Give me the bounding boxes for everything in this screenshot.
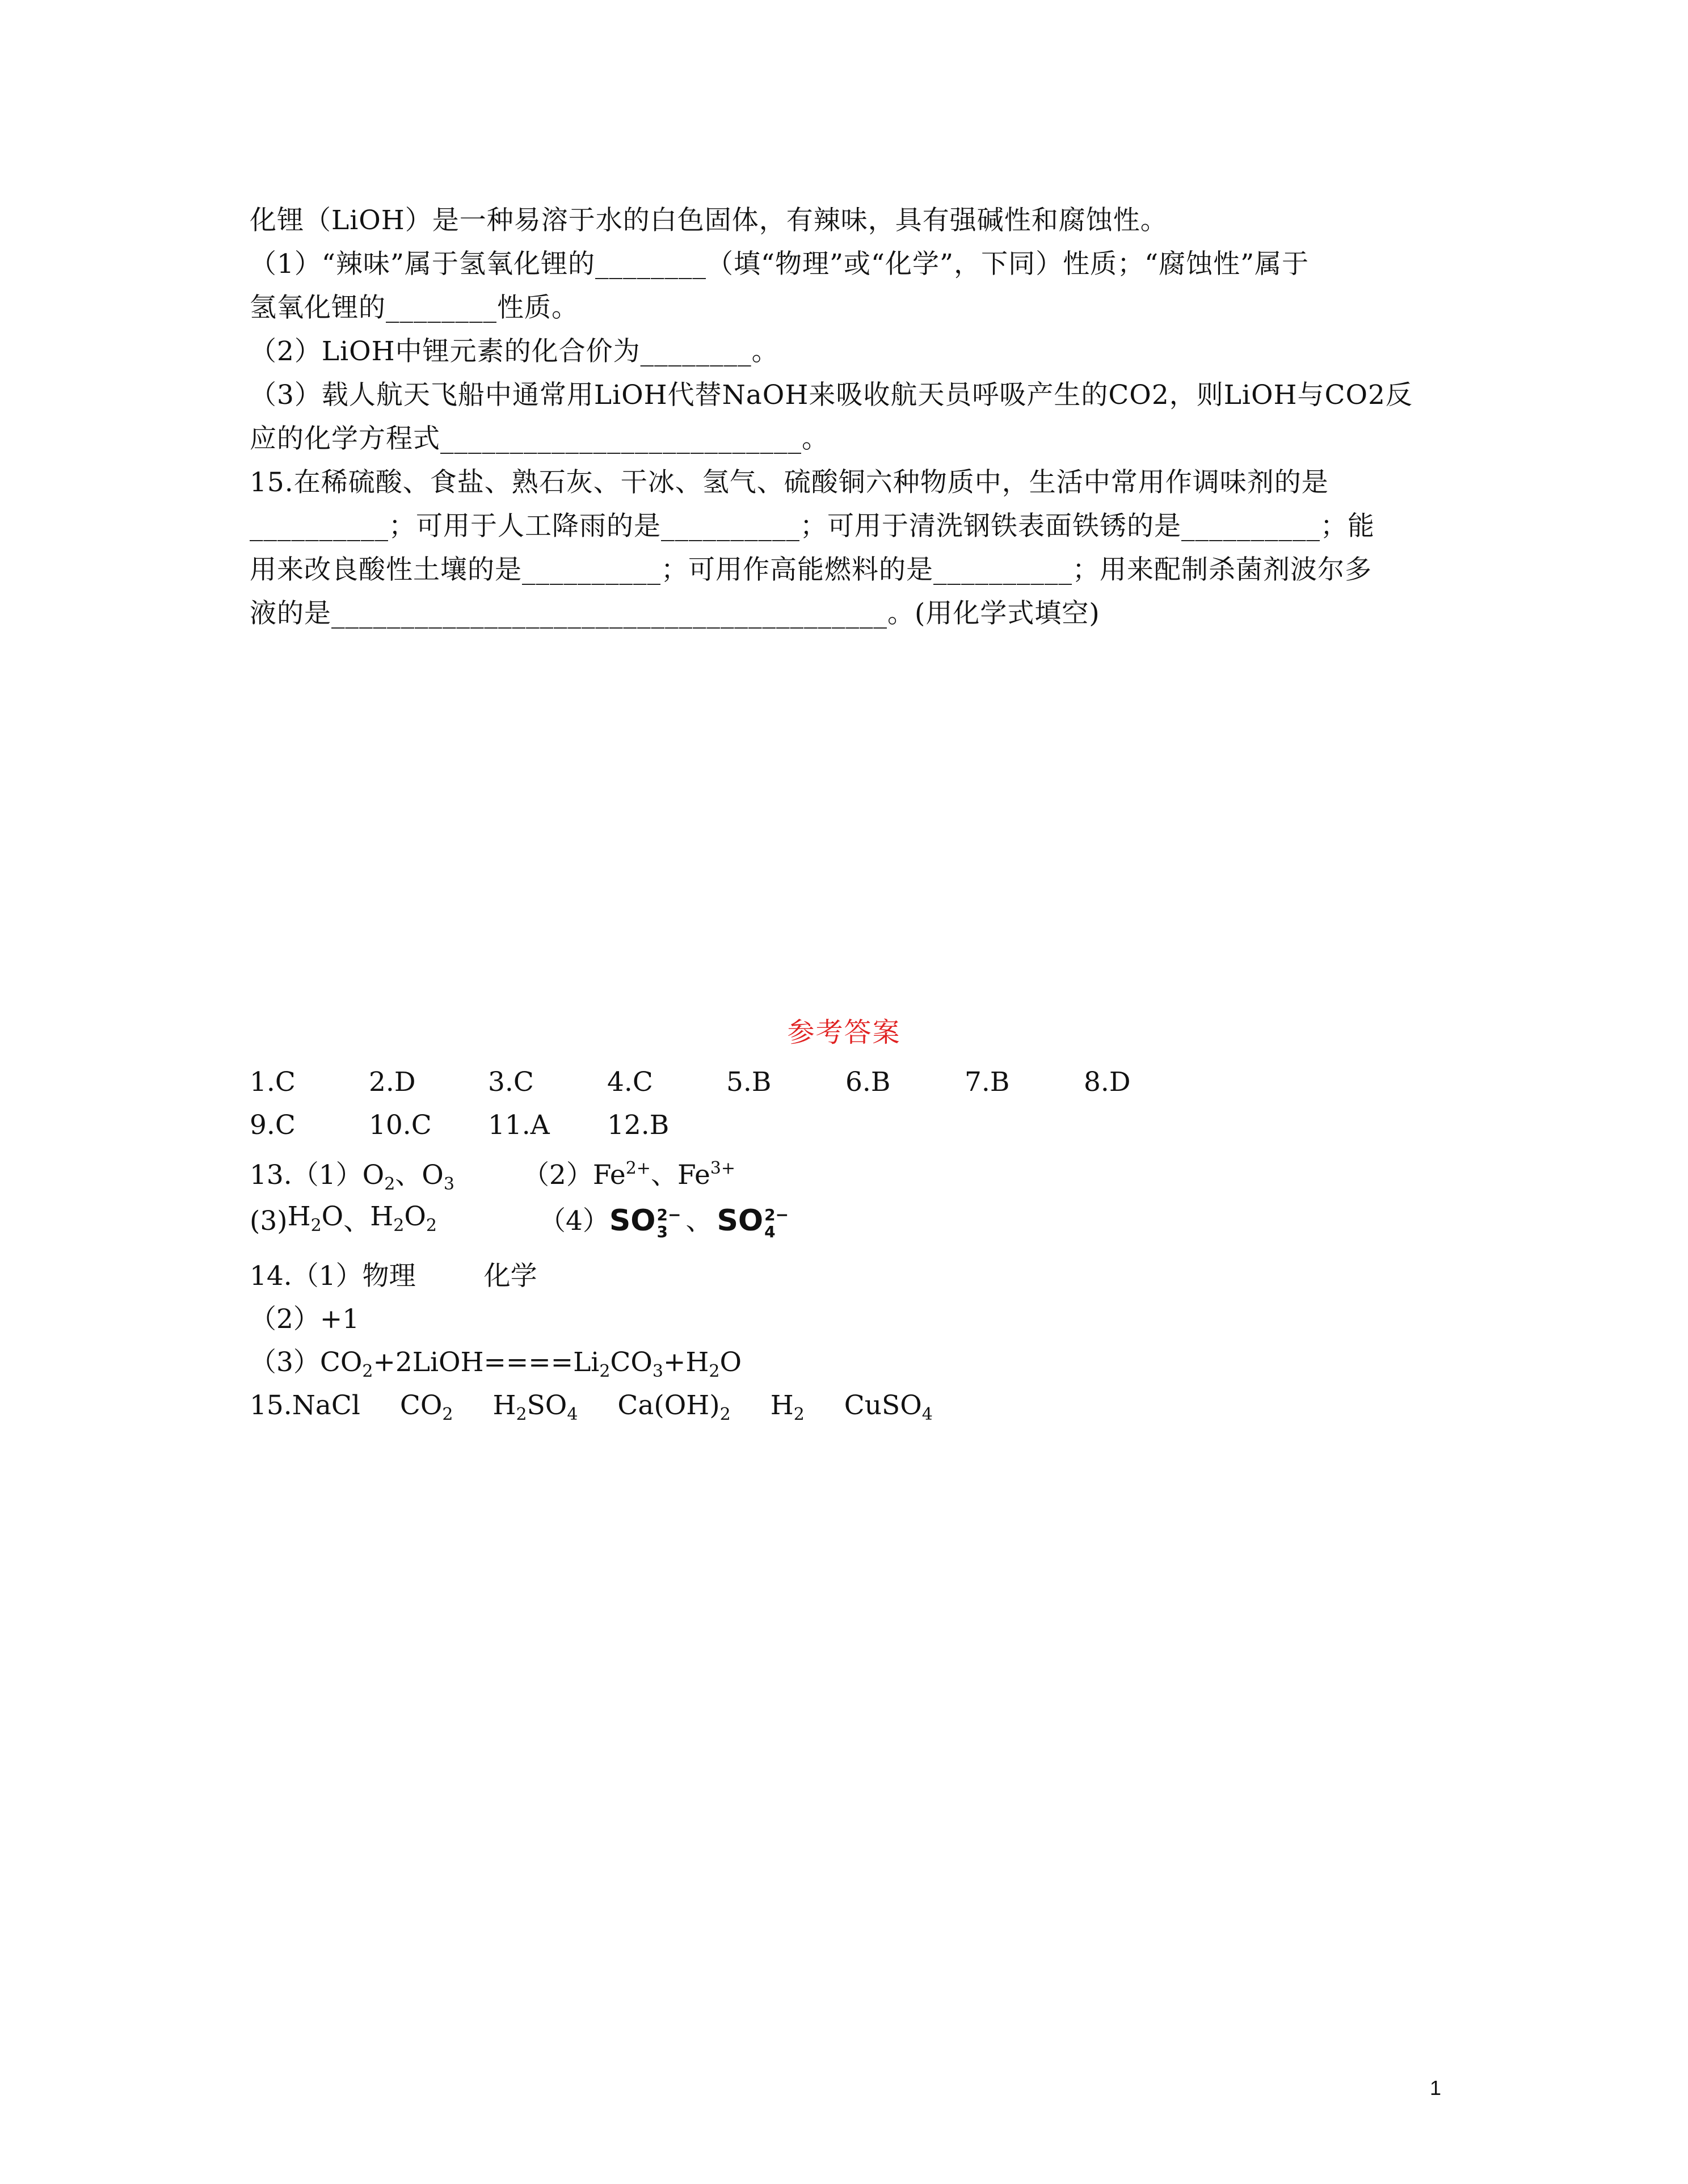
q15-answer-cuso4: CuSO$_4$ [844,1390,933,1424]
q13-sulfite-ion: SO 2− 3 [609,1204,681,1241]
q15-answer-row [250,1384,1447,1427]
q14-answer-row-1 [250,1255,1447,1298]
q13-separator: 、 [650,1160,677,1191]
q13-separator: 、 [343,1205,371,1237]
q15-line1: 15.在稀硫酸、食盐、熟石灰、干冰、氢气、硫酸铜六种物质中，生活中常用作调味剂的是 [250,467,1329,498]
q13-fe2: $Fe^{2+}$ [592,1158,651,1191]
q14-part3-line2: 应的化学方程式__________________________。 [250,423,829,454]
q14-part1-line2: 氢氧化锂的________性质。 [250,292,579,323]
q15-line2: __________；可用于人工降雨的是__________；可用于清洗钢铁表面铁锈的是__________；能 [250,511,1375,542]
answers-section [250,1061,1447,1427]
mc-answers-row-2 [250,1104,1447,1147]
q13-part1-label: （1） [292,1160,363,1191]
answer-item: 4.C [607,1066,653,1098]
q14-intro: 化锂（LiOH）是一种易溶于水的白色固体，有辣味，具有强碱性和腐蚀性。 [250,205,1168,236]
q13-part2-label: （2） [522,1160,593,1191]
q15-line4: 液的是________________________________________。(用化学式填空) [250,598,1100,629]
q13-h2o2: $H_2O_2$ [370,1201,437,1236]
q15-answer-caoh2: $Ca(OH)_2$ [617,1390,731,1424]
q14-part1-line1: （1）“辣味”属于氢氧化锂的________（填“物理”或“化学”，下同）性质；“腐蚀性”属于 [250,248,1310,280]
q13-o3: $O_3$ [422,1160,454,1194]
mc-answers-row-1 [250,1061,1447,1104]
q13-separator: 、 [395,1160,422,1191]
answer-item: 8.D [1084,1066,1131,1098]
answer-item: 10.C [369,1110,432,1141]
q13-sulfate-ion: SO 2− 4 [717,1204,789,1241]
q13-answer-row-2 [250,1190,1447,1253]
q13-label: 13. [250,1160,292,1191]
q15-line3: 用来改良酸性土壤的是__________；可用作高能燃料的是__________；用来配制杀菌剂波尔多 [250,554,1372,585]
q14-answer-part2: （2）+1 [250,1304,360,1335]
q14-answer-part1b: 化学 [483,1260,537,1292]
q13-separator: 、 [685,1205,713,1237]
answers-title: 参考答案 [787,1017,901,1048]
q15-answer-h2so4: $H_2SO_4$ [492,1390,578,1424]
answer-item: 5.B [726,1066,772,1098]
q14-part2: （2）LiOH中锂元素的化合价为________。 [250,336,779,367]
q13-o2: $O_2$ [362,1160,395,1194]
q13-h2o: $H_2O$ [287,1201,344,1236]
answer-item: 3.C [488,1066,534,1098]
answer-item: 7.B [965,1066,1010,1098]
q14-answer-part1: 14.（1）物理 [250,1260,416,1292]
q14-answer-row-2 [250,1298,1447,1341]
q14-answer-row-3 [250,1341,1447,1384]
answer-item: 6.B [845,1066,891,1098]
q13-part3-label: (3) [250,1205,288,1237]
answer-item: 11.A [488,1110,550,1141]
answer-item: 1.C [250,1066,296,1098]
answer-item: 2.D [369,1066,416,1098]
answer-item: 9.C [250,1110,296,1141]
q15-answer-h2: $H_2$ [770,1390,805,1424]
q13-part4-label: （4） [538,1205,609,1237]
answer-item: 12.B [607,1110,670,1141]
q13-answer-row-1 [250,1147,1447,1194]
questions-section [250,199,1447,635]
q14-part3-line1: （3）载人航天飞船中通常用LiOH代替NaOH来吸收航天员呼吸产生的CO2，则LiOH与CO2反 [250,380,1413,411]
q14-answer-equation: $(3)CO_2+2LiOH====Li_2CO_3+H_2O$ [250,1347,742,1381]
page-number: 1 [1430,2076,1442,2099]
q13-fe3: $Fe^{3+}$ [677,1158,736,1191]
q15-answer-co2: $CO_2$ [399,1390,453,1424]
q15-answer-nacl: 15.NaCl [250,1390,360,1421]
